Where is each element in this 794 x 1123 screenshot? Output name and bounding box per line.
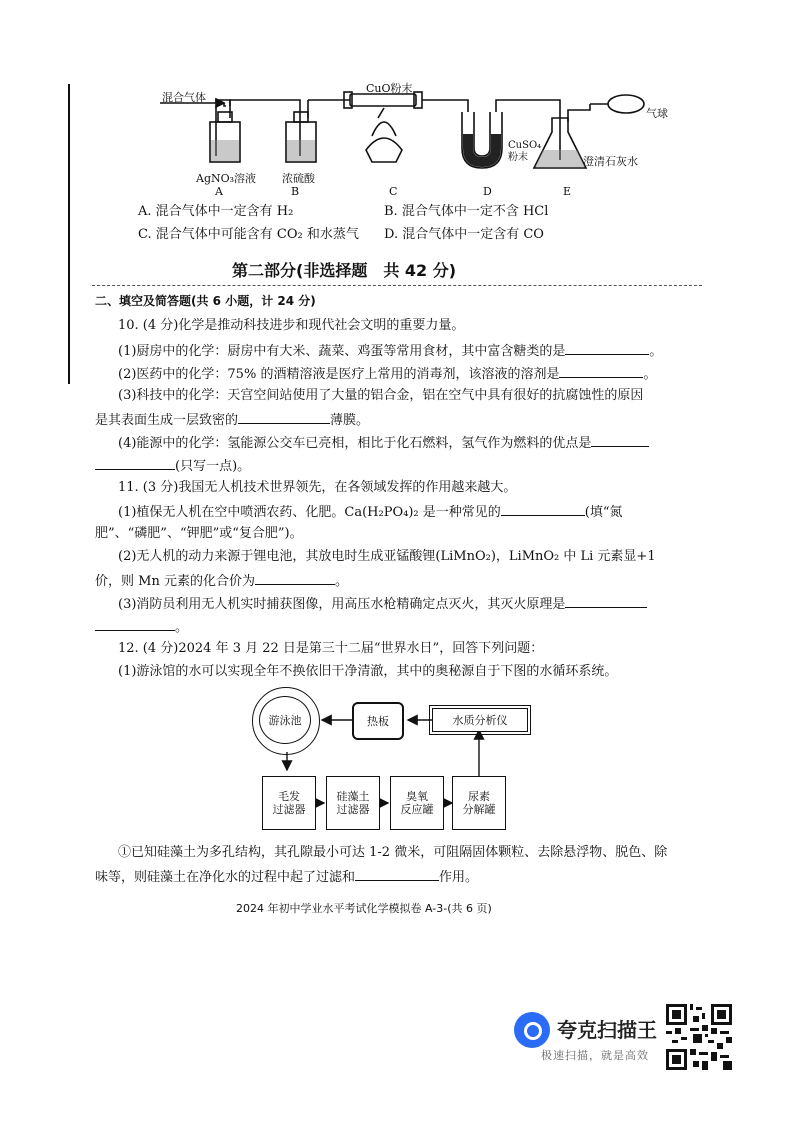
- q10-part4a-text: (4)能源中的化学：氢能源公交车已亮相，相比于化石燃料，氢气作为燃料的优点是: [118, 436, 592, 451]
- q10-blank2[interactable]: [559, 364, 643, 378]
- q10-blank4b[interactable]: [95, 456, 175, 470]
- q11-blank3a[interactable]: [565, 594, 647, 608]
- q11-blank3b[interactable]: [95, 617, 175, 631]
- cuso4-formula: CuSO₄: [508, 140, 542, 151]
- pool-node: 游泳池: [259, 696, 311, 744]
- q11-part2b: 价，则 Mn 元素的化合价为 。: [95, 571, 348, 591]
- letter-b: B: [291, 185, 300, 198]
- scanner-logo-icon: [514, 1012, 550, 1048]
- ozone-reactor-node: 臭氧 反应罐: [390, 776, 444, 830]
- balloon-label: 气球: [646, 107, 668, 120]
- q10-part3c-text: 薄膜。: [330, 413, 370, 428]
- letter-e: E: [563, 185, 572, 198]
- part-title: 第二部分(非选择题 共 42 分): [232, 261, 457, 280]
- scanner-brand: 夸克扫描王: [557, 1018, 657, 1042]
- agno3-solution-label: AgNO₃溶液: [196, 172, 257, 185]
- q11-part1a-text: (1)植保无人机在空中喷洒农药、化肥。Ca(H₂PO₄)₂ 是一种常见的: [118, 505, 501, 520]
- q12-part2b-text: 味等，则硅藻土在净化水的过程中起了过滤和: [95, 870, 356, 885]
- q11-part2b-text: 价，则 Mn 元素的化合价为: [95, 574, 255, 589]
- letter-a: A: [215, 185, 223, 198]
- mixed-gas-label: 混合气体: [162, 91, 206, 104]
- q11-part2a: (2)无人机的动力来源于锂电池，其放电时生成亚锰酸锂(LiMnO₂)，LiMnO₂ 中 Li 元素显+1: [118, 549, 656, 564]
- option-a: A. 混合气体中一定含有 H₂: [138, 204, 294, 219]
- q10-part3b: [95, 410, 369, 430]
- q10-blank3[interactable]: [238, 410, 330, 424]
- q10-part4b-text: (只写一点)。: [175, 459, 251, 474]
- q11-part1b-text: (填“氮: [584, 505, 623, 520]
- q11-blank1[interactable]: [501, 502, 585, 516]
- q11-part3: [118, 594, 647, 614]
- q12-part2c-text: 作用。: [439, 870, 479, 885]
- q10-part4b: [95, 456, 250, 476]
- cuo-powder-label: CuO粉末: [366, 82, 413, 95]
- q11-part1a: [118, 502, 622, 522]
- q11-blank2[interactable]: [255, 571, 335, 585]
- q11-part3-cont: 。: [95, 617, 188, 637]
- page-footer: 2024 年初中学业水平考试化学模拟卷 A-3-(共 6 页): [236, 902, 492, 915]
- letter-d: D: [483, 185, 492, 198]
- q10-part4a: [118, 433, 649, 453]
- option-b: B. 混合气体中一定不含 HCl: [384, 204, 549, 219]
- q10-part2: (2)医药中的化学：75% 的酒精溶液是医疗上常用的消毒剂，该溶液的溶剂是 。: [118, 364, 656, 384]
- q10-part2-text: (2)医药中的化学：75% 的酒精溶液是医疗上常用的消毒剂，该溶液的溶剂是: [118, 367, 560, 382]
- option-d: D. 混合气体中一定含有 CO: [384, 227, 544, 242]
- q12-stem: 12. (4 分)2024 年 3 月 22 日是第三十二届“世界水日”，回答下列问题：: [118, 641, 544, 656]
- q11-part3-text: (3)消防员利用无人机实时捕获图像，用高压水枪精确定点灭火，其灭火原理是: [118, 597, 566, 612]
- hair-filter-node: 毛发 过滤器: [262, 776, 316, 830]
- q10-stem: 10. (4 分)化学是推动科技进步和现代社会文明的重要力量。: [118, 318, 465, 333]
- q12-part2b: [95, 867, 478, 887]
- q12-part1: (1)游泳馆的水可以实现全年不换依旧干净清澈，其中的奥秘源自于下图的水循环系统。: [118, 664, 618, 679]
- urea-decomposer-node: 尿素 分解罐: [452, 776, 506, 830]
- q11-stem: 11. (3 分)我国无人机技术世界领先，在各领域发挥的作用越来越大。: [118, 480, 517, 495]
- q10-part1-text: (1)厨房中的化学：厨房中有大米、蔬菜、鸡蛋等常用食材，其中富含糖类的是: [118, 344, 566, 359]
- analyzer-node: 水质分析仪: [432, 708, 528, 732]
- q12-part2a: ①已知硅藻土为多孔结构，其孔隙最小可达 1-2 微米，可阻隔固体颗粒、去除悬浮物、脱色、除: [118, 845, 668, 860]
- cuso4-label: [508, 140, 541, 164]
- margin-line: [68, 84, 70, 384]
- q10-part3a: (3)科技中的化学：天宫空间站使用了大量的铝合金，铝在空气中具有很好的抗腐蚀性的原因: [118, 388, 644, 403]
- q10-blank4a[interactable]: [591, 433, 649, 447]
- q10-blank1[interactable]: [565, 341, 649, 355]
- scanner-slogan: 极速扫描，就是高效: [541, 1049, 649, 1062]
- q12-blank1[interactable]: [355, 867, 439, 881]
- q10-part3b-text: 是其表面生成一层致密的: [95, 413, 239, 428]
- diatom-filter-node: 硅藻土 过滤器: [326, 776, 380, 830]
- sulfuric-acid-label: 浓硫酸: [282, 172, 315, 185]
- q10-part1: (1)厨房中的化学：厨房中有大米、蔬菜、鸡蛋等常用食材，其中富含糖类的是 。: [118, 341, 662, 361]
- qr-code-icon: [666, 1004, 732, 1070]
- option-c: C. 混合气体中可能含有 CO₂ 和水蒸气: [138, 227, 359, 242]
- heater-node: 热板: [352, 702, 404, 740]
- cuso4-powder-text: 粉末: [508, 152, 528, 163]
- limewater-label: 澄清石灰水: [583, 155, 638, 168]
- letter-c: C: [389, 185, 398, 198]
- divider: [92, 285, 702, 287]
- section-heading: 二、填空及简答题(共 6 小题，计 24 分): [95, 294, 316, 308]
- q11-part1c: 肥”、“磷肥”、“钾肥”或“复合肥”)。: [95, 526, 303, 541]
